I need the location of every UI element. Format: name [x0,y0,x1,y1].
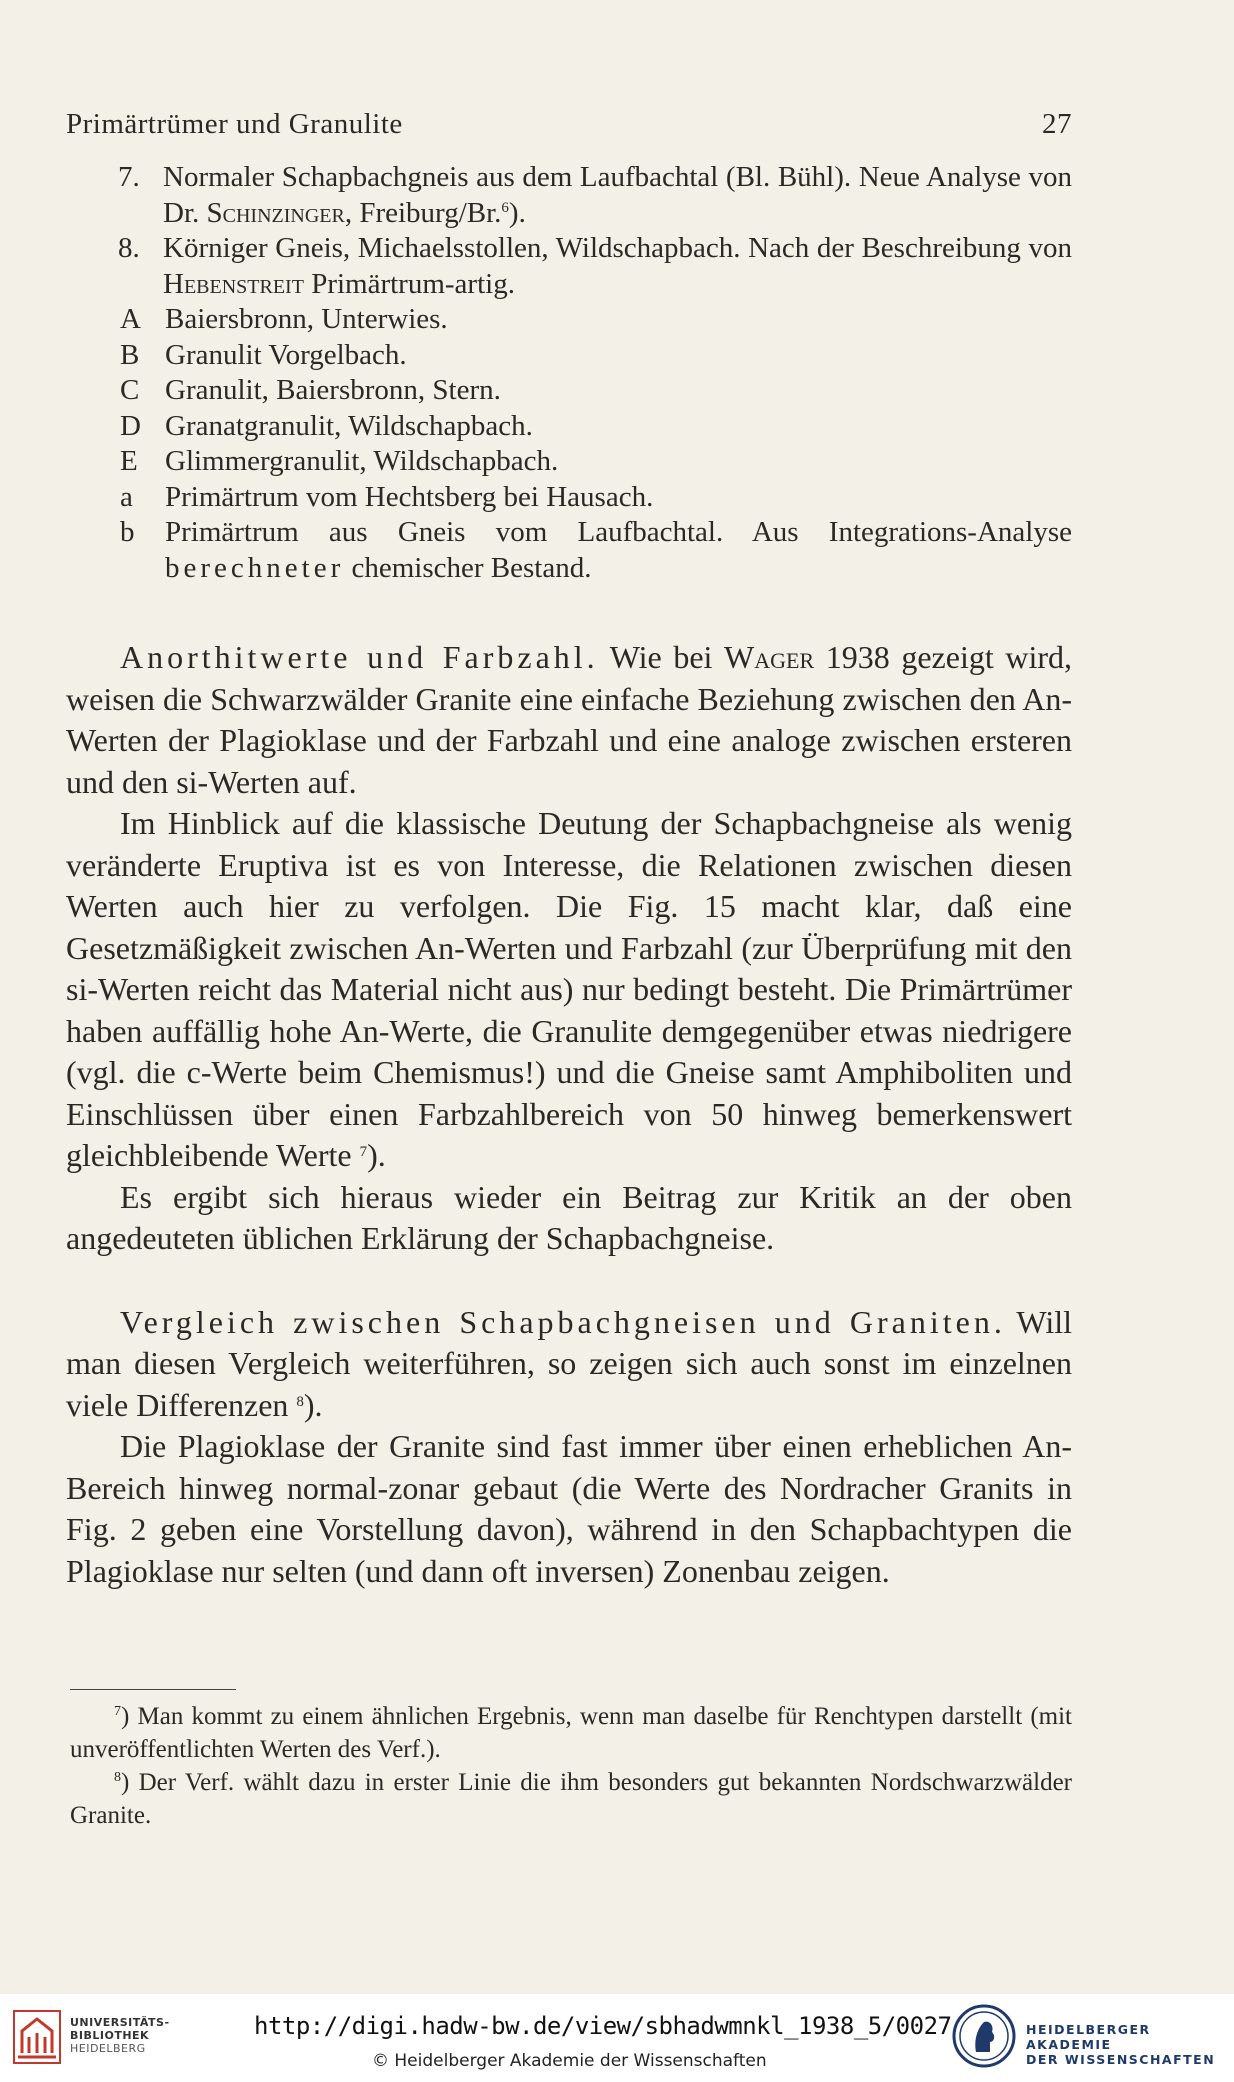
footnote [70,1766,1072,1832]
text-run: chemischer Bestand. [344,551,592,584]
library-building-icon [12,2009,62,2065]
page-number: 27 [1042,108,1072,140]
list-item-text [163,231,1072,302]
text-run: 1938 gezeigt wird, weisen die Schwarzwälder Granite eine einfache Beziehung zwischen den An-Werten der Plagioklase und der Farbzahl und eine analoge zwischen ersteren und den si-Werten auf. [66,639,1072,800]
footnote-marker: 7 [114,1704,121,1719]
text-run: Primärtrum-artig. [303,267,515,300]
uni-line-1: UNIVERSITÄTS- [70,2016,170,2029]
text-run: Granatgranulit, Wildschapbach. [165,409,533,442]
author-name: Schinzinger [206,196,345,229]
list-item-text [165,338,1072,374]
text-run: Körniger Gneis, Michaelsstollen, Wildschapbach. Nach der Beschreibung von [163,232,1072,264]
text-run: ) Der Verf. wählt dazu in erster Linie die ihm besonders gut bekannten Nordschwarzwälder Granite. [70,1769,1072,1829]
list-item-text [165,515,1072,586]
academy-line-2: DER WISSENSCHAFTEN [1026,2052,1216,2067]
text-run: Primärtrum aus Gneis vom Laufbachtal. Aus Integrations-Analyse [165,516,1072,548]
text-run: ) Man kommt zu einem ähnlichen Ergebnis, wenn man daselbe für Renchtypen darstellt (mit unveröffentlichten Werten des Verf.). [70,1703,1072,1763]
uni-line-2: BIBLIOTHEK [70,2029,150,2042]
text-run: Im Hinblick auf die klassische Deutung der Schapbachgneise als wenig veränderte Eruptiva ist es von Interesse, die Relationen zwischen diesen Werten auch hier zu verfolgen. Die Fig. 15 macht klar, daß eine Gesetzmäßigkeit zwischen An-Werten und Farbzahl (zur Überprüfung mit den si-Werten reicht das Material nicht aus) nur bedingt besteht. Die Primärtrümer haben auffällig hohe An-Werte, die Granulite demgegenüber etwas niedrigere (vgl. die c-Werte beim Chemismus!) und die Gneise samt Amphiboliten und Einschlüssen über einen Farbzahlbereich von 50 hinweg bemerkenswert gleichbleibende Werte [66,805,1072,1173]
running-header [66,108,1072,148]
list-item-text [165,480,1072,516]
emphasized-text: Anorthitwerte und Farbzahl. [120,639,599,675]
list-item-label: A [120,303,141,335]
text-run: Es ergibt sich hieraus wieder ein Beitrag zur Kritik an der oben angedeuteten üblichen Erklärung der Schapbachgneise. [66,1178,1072,1256]
university-library-name [70,2016,170,2055]
emphasized-text: Vergleich zwischen Schapbachgneisen und Graniten. [120,1303,1006,1340]
paragraph [66,803,1072,1177]
footnote-marker: 6 [501,199,509,216]
list-item [66,373,1072,409]
academy-name [1026,2022,1234,2067]
list-item-text [165,444,1072,480]
running-title: Primärtrümer und Granulite [66,108,403,140]
text-run: Granulit Vorgelbach. [165,338,407,371]
uni-line-3: HEIDELBERG [70,2042,146,2055]
text-run: ). [303,1386,323,1423]
list-item-text [165,373,1072,409]
list-item-text [165,302,1072,338]
text-run: Will man diesen Vergleich weiterführen, so zeigen sich auch sonst im einzelnen viele Differenzen [66,1303,1073,1423]
text-run: Granulit, Baiersbronn, Stern. [165,374,501,406]
text-run: Wie bei [598,639,725,675]
text-run: ). [508,196,526,229]
footnote-rule [70,1689,236,1690]
footnotes [70,1700,1072,1832]
digitization-footer [0,1994,1234,2082]
text-run: Glimmergranulit, Wildschapbach. [165,445,559,477]
sample-list [66,160,1072,586]
text-run: Primärtrum vom Hechtsberg bei Hausach. [165,480,654,513]
list-item-text [163,160,1072,231]
author-name: Hebenstreit [163,267,304,300]
list-item [66,480,1072,516]
footnote-marker: 8 [296,1393,304,1410]
list-item [66,444,1072,480]
text-run: , Freiburg/Br. [344,196,502,229]
list-item-label: D [120,409,141,442]
list-item-text [165,409,1072,445]
paragraph [66,1426,1072,1592]
footnote-marker: 7 [359,1144,368,1160]
list-item [66,409,1072,445]
list-item [66,338,1072,374]
list-item [66,160,1072,231]
list-item [66,231,1072,302]
paragraph [66,637,1072,803]
list-item-label: 8. [118,232,140,264]
text-run: Normaler Schapbachgneis aus dem Laufbachtal (Bl. Bühl). Neue Analyse von Dr. [163,161,1072,229]
author-name: Wager [724,639,815,675]
paragraph [66,1302,1072,1427]
list-item [66,515,1072,586]
list-item-label: E [120,445,138,477]
list-item-label: a [120,480,133,513]
footnote-marker: 8 [114,1770,121,1785]
section-gap [66,1260,1072,1302]
emphasized-text: berechneter [165,551,345,584]
text-run: Baiersbronn, Unterwies. [165,303,448,335]
text-run: Die Plagioklase der Granite sind fast immer über einen erheblichen An-Bereich hinweg normal-zonar gebaut (die Werte des Nordracher Granits in Fig. 2 geben eine Vorstellung davon), während in den Schapbachtypen die Plagioklase nur selten (und dann oft inversen) Zonenbau zeigen. [66,1428,1072,1589]
academy-line-1: HEIDELBERGER AKADEMIE [1026,2022,1151,2052]
body-text [66,637,1072,1592]
paragraph [66,1177,1072,1260]
permalink-url[interactable]: http://digi.hadw-bw.de/view/sbhadwmnkl_1938_5/0027 [254,2012,952,2040]
copyright-notice: © Heidelberger Akademie der Wissenschaften [372,2051,767,2071]
list-item-label: C [120,374,140,406]
list-item-label: 7. [118,161,140,193]
text-run: ). [367,1137,386,1173]
list-item-label: b [120,516,135,548]
list-item-label: B [120,338,140,371]
list-item [66,302,1072,338]
academy-seal-icon [952,2002,1016,2070]
footnote [70,1700,1072,1766]
